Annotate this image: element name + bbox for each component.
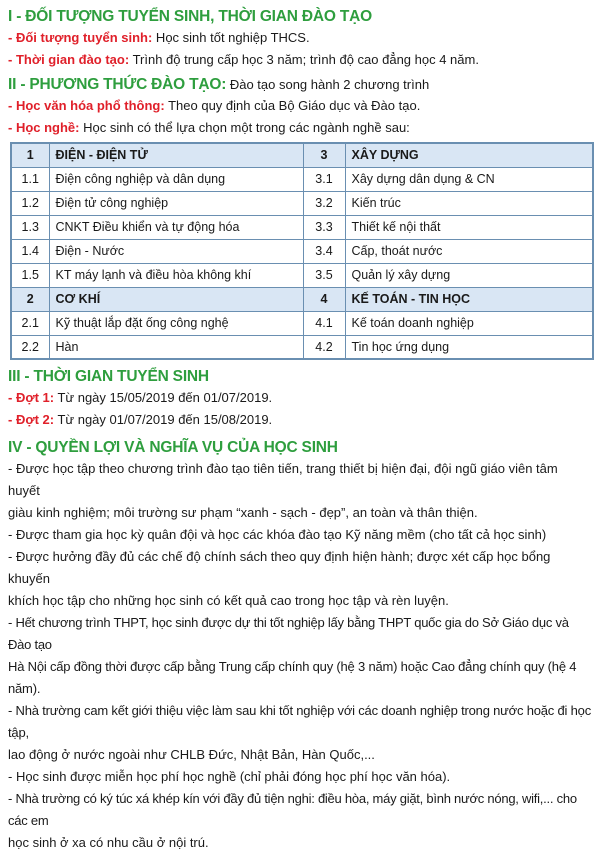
target-students-label: - Đối tượng tuyển sinh: [8, 30, 153, 45]
round-1-label: - Đợt 1: [8, 390, 55, 405]
table-row [11, 263, 593, 287]
major-name: ĐIỆN - ĐIỆN TỬ [49, 143, 303, 167]
table-row [11, 335, 593, 359]
general-education-text: Theo quy định của Bộ Giáo dục và Đào tạo. [164, 98, 421, 113]
rights-line: - Học sinh được miễn học phí học nghề (chỉ phải đóng học phí học văn hóa). [8, 769, 451, 784]
table-group-row [11, 143, 593, 167]
table-row [11, 191, 593, 215]
major-name: Xây dựng dân dụng & CN [345, 167, 593, 191]
section-2-title-tail: Đào tạo song hành 2 chương trình [226, 77, 430, 92]
target-students-line [8, 27, 592, 49]
major-number: 1.5 [11, 263, 49, 287]
major-number: 1.4 [11, 239, 49, 263]
section-2-title [8, 74, 592, 95]
major-name: Điện tử công nghiệp [49, 191, 303, 215]
major-number: 2.1 [11, 311, 49, 335]
round-2-line [8, 409, 592, 431]
major-number: 2 [11, 287, 49, 311]
section-4-title: IV - QUYỀN LỢI VÀ NGHĨA VỤ CỦA HỌC SINH [8, 439, 338, 456]
major-name: Thiết kế nội thất [345, 215, 593, 239]
rights-line: - Nhà trường cam kết giới thiệu việc làm sau khi tốt nghiệp với các doanh nghiệp trong nước hoặc đi học tập, [8, 703, 591, 740]
training-duration-text: Trình độ trung cấp học 3 năm; trình độ cao đẳng học 4 năm. [129, 52, 479, 67]
major-name: CƠ KHÍ [49, 287, 303, 311]
major-name: Kỹ thuật lắp đặt ống công nghệ [49, 311, 303, 335]
major-number: 4.2 [303, 335, 345, 359]
major-name: CNKT Điều khiển và tự động hóa [49, 215, 303, 239]
rights-line: lao động ở nước ngoài như CHLB Đức, Nhật Bản, Hàn Quốc,... [8, 747, 375, 762]
rights-line: - Nhà trường có ký túc xá khép kín với đầy đủ tiện nghi: điều hòa, máy giặt, bình nước nóng, wifi,... cho các em [8, 791, 577, 828]
training-duration-label: - Thời gian đào tạo: [8, 52, 130, 67]
major-name: Tin học ứng dụng [345, 335, 593, 359]
major-name: Kế toán doanh nghiệp [345, 311, 593, 335]
rights-line: - Được học tập theo chương trình đào tạo tiên tiến, trang thiết bị hiện đại, đội ngũ giáo viên tâm huyết [8, 461, 558, 498]
major-number: 1.2 [11, 191, 49, 215]
general-education-line [8, 95, 592, 117]
major-name: Cấp, thoát nước [345, 239, 593, 263]
major-name: Kiến trúc [345, 191, 593, 215]
major-number: 3.3 [303, 215, 345, 239]
majors-table [10, 142, 594, 360]
major-name: Điện công nghiệp và dân dụng [49, 167, 303, 191]
major-number: 4.1 [303, 311, 345, 335]
section-1-title: I - ĐỐI TƯỢNG TUYỂN SINH, THỜI GIAN ĐÀO TẠO [8, 8, 372, 25]
major-name: Hàn [49, 335, 303, 359]
table-group-row [11, 287, 593, 311]
table-row [11, 239, 593, 263]
round-1-line [8, 387, 592, 409]
rights-list [8, 458, 592, 854]
rights-line: - Hết chương trình THPT, học sinh được dự thi tốt nghiệp lấy bằng THPT quốc gia do Sở Giáo dục và Đào tạo [8, 615, 569, 652]
major-number: 1.1 [11, 167, 49, 191]
rights-line: khích học tập cho những học sinh có kết quả cao trong học tập và rèn luyện. [8, 593, 449, 608]
rights-line: học sinh ở xa có nhu cầu ở nội trú. [8, 835, 209, 850]
table-row [11, 311, 593, 335]
major-number: 3.4 [303, 239, 345, 263]
section-2-title-main: II - PHƯƠNG THỨC ĐÀO TẠO: [8, 76, 227, 93]
vocational-label: - Học nghề: [8, 120, 80, 135]
major-name: XÂY DỰNG [345, 143, 593, 167]
rights-line: - Được tham gia học kỳ quân đội và học các khóa đào tạo Kỹ năng mềm (cho tất cả học sinh) [8, 527, 547, 542]
major-name: Quản lý xây dựng [345, 263, 593, 287]
major-number: 1 [11, 143, 49, 167]
major-number: 3 [303, 143, 345, 167]
target-students-text: Học sinh tốt nghiệp THCS. [152, 30, 310, 45]
major-number: 3.5 [303, 263, 345, 287]
general-education-label: - Học văn hóa phổ thông: [8, 98, 165, 113]
major-name: KT máy lạnh và điều hòa không khí [49, 263, 303, 287]
section-3-title: III - THỜI GIAN TUYỂN SINH [8, 368, 209, 385]
round-2-text: Từ ngày 01/07/2019 đến 15/08/2019. [54, 412, 273, 427]
table-row [11, 167, 593, 191]
major-number: 4 [303, 287, 345, 311]
vocational-line [8, 117, 592, 139]
round-1-text: Từ ngày 15/05/2019 đến 01/07/2019. [54, 390, 273, 405]
major-number: 3.1 [303, 167, 345, 191]
round-2-label: - Đợt 2: [8, 412, 55, 427]
rights-line: - Được hưởng đầy đủ các chế độ chính sách theo quy định hiện hành; được xét cấp học bổng khuyến [8, 549, 551, 586]
table-row [11, 215, 593, 239]
vocational-text: Học sinh có thể lựa chọn một trong các ngành nghề sau: [79, 120, 410, 135]
rights-line: Hà Nội cấp đồng thời được cấp bằng Trung cấp chính quy (hệ 3 năm) hoặc Cao đẳng chính quy (hệ 4 năm). [8, 659, 577, 696]
major-number: 3.2 [303, 191, 345, 215]
major-number: 1.3 [11, 215, 49, 239]
major-name: Điện - Nước [49, 239, 303, 263]
rights-line: giàu kinh nghiệm; môi trường sư phạm “xanh - sạch - đẹp”, an toàn và thân thiện. [8, 505, 478, 520]
major-name: KẾ TOÁN - TIN HỌC [345, 287, 593, 311]
major-number: 2.2 [11, 335, 49, 359]
training-duration-line [8, 49, 592, 71]
